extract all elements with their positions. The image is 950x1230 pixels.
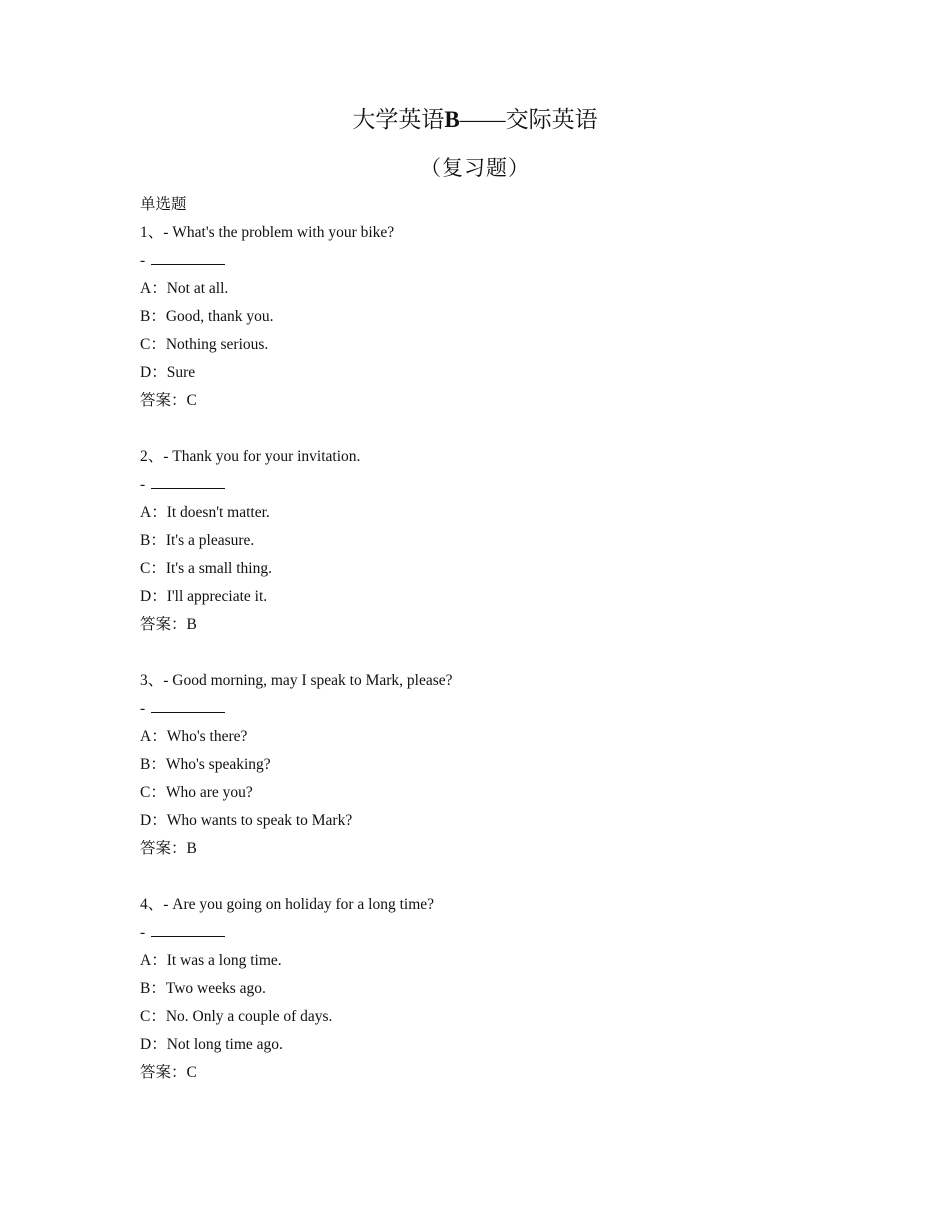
question-spacer bbox=[140, 639, 840, 667]
option-d: D：Sure bbox=[140, 364, 196, 381]
option-b: B：Who's speaking? bbox=[140, 756, 271, 773]
reply-prefix: - bbox=[140, 700, 150, 717]
question-block bbox=[140, 443, 840, 639]
option-d: D：I'll appreciate it. bbox=[140, 588, 268, 605]
title-suffix: ——交际英语 bbox=[459, 107, 598, 132]
question-block bbox=[140, 891, 840, 1087]
option-a: A：Not at all. bbox=[140, 280, 229, 297]
question-stem: 2、- Thank you for your invitation. bbox=[140, 448, 361, 465]
option-c: C：Nothing serious. bbox=[140, 336, 269, 353]
question-block bbox=[140, 667, 840, 863]
answer-blank bbox=[140, 919, 840, 947]
option-a: A：It was a long time. bbox=[140, 952, 282, 969]
reply-prefix: - bbox=[140, 252, 150, 269]
answer-blank bbox=[140, 247, 840, 275]
blank-underline bbox=[151, 922, 225, 937]
question-list bbox=[140, 191, 840, 1087]
option-a: A：Who's there? bbox=[140, 728, 248, 745]
document-title bbox=[0, 105, 950, 135]
answer-blank bbox=[140, 695, 840, 723]
option-c: C：No. Only a couple of days. bbox=[140, 1008, 333, 1025]
document-subtitle: （复习题） bbox=[420, 156, 530, 180]
question-spacer bbox=[140, 415, 840, 443]
answer-key: 答案：B bbox=[140, 616, 197, 633]
question-stem: 3、- Good morning, may I speak to Mark, please? bbox=[140, 672, 453, 689]
blank-underline bbox=[151, 250, 225, 265]
section-label: 单选题 bbox=[140, 196, 187, 213]
blank-underline bbox=[151, 474, 225, 489]
option-b: B：Two weeks ago. bbox=[140, 980, 266, 997]
option-d: D：Who wants to speak to Mark? bbox=[140, 812, 353, 829]
option-b: B：Good, thank you. bbox=[140, 308, 274, 325]
blank-underline bbox=[151, 698, 225, 713]
question-block bbox=[140, 219, 840, 415]
option-b: B：It's a pleasure. bbox=[140, 532, 255, 549]
question-spacer bbox=[140, 863, 840, 891]
option-c: C：Who are you? bbox=[140, 784, 253, 801]
answer-key: 答案：C bbox=[140, 392, 197, 409]
option-c: C：It's a small thing. bbox=[140, 560, 272, 577]
reply-prefix: - bbox=[140, 924, 150, 941]
answer-key: 答案：C bbox=[140, 1064, 197, 1081]
title-prefix: 大学英语 bbox=[352, 107, 445, 132]
question-stem: 1、- What's the problem with your bike? bbox=[140, 224, 395, 241]
option-a: A：It doesn't matter. bbox=[140, 504, 270, 521]
title-bold-letter: B bbox=[444, 107, 460, 132]
option-d: D：Not long time ago. bbox=[140, 1036, 283, 1053]
reply-prefix: - bbox=[140, 476, 150, 493]
answer-blank bbox=[140, 471, 840, 499]
answer-key: 答案：B bbox=[140, 840, 197, 857]
question-stem: 4、- Are you going on holiday for a long time? bbox=[140, 896, 435, 913]
